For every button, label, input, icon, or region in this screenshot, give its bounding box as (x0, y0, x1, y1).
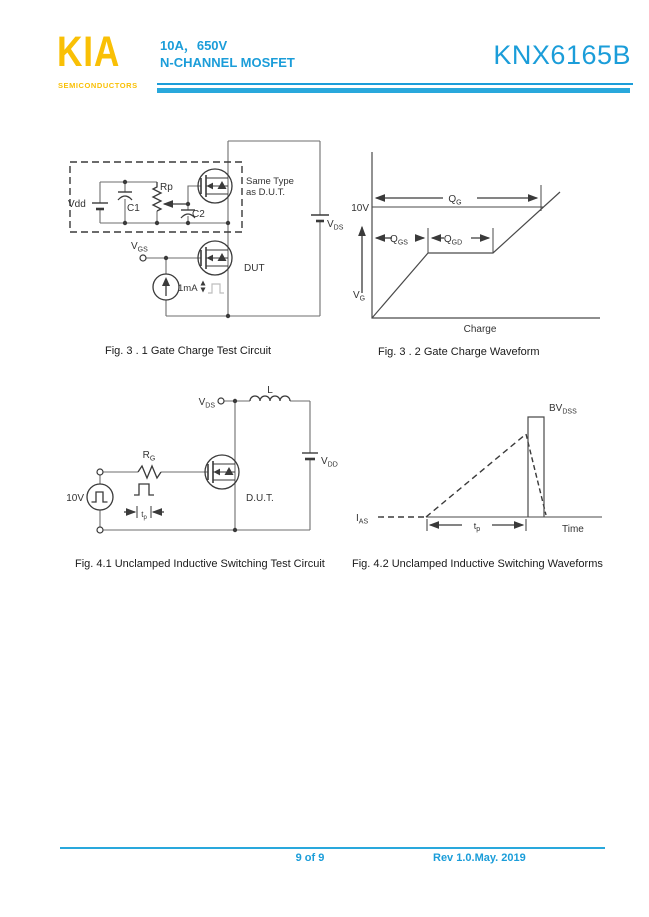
vdd-label: Vdd (68, 199, 86, 210)
part-number: KNX6165B (493, 40, 631, 70)
pulse-generator-icon (87, 484, 113, 510)
vds-terminal-label: $V_{DS}$ (198, 397, 215, 410)
vgs-terminal (140, 255, 146, 261)
bvdss-label: $BV_{DSS}$ (549, 403, 577, 416)
device-rating: 10A，650V (160, 38, 228, 53)
kia-logo-subtitle: SEMICONDUCTORS (58, 81, 138, 90)
bvdss-voltage-pulse (528, 417, 544, 517)
c2-label: C2 (192, 209, 205, 220)
current-label: 1mA (178, 283, 198, 294)
dut-mosfet-icon (198, 241, 232, 275)
page-number: 9 of 9 (295, 852, 325, 864)
gate-pulse-icon (124, 484, 164, 518)
driver-mosfet-icon (198, 169, 232, 203)
qgd-label: $Q_{GD}$ (443, 234, 463, 247)
fig31-caption: Fig. 3 . 1 Gate Charge Test Circuit (105, 345, 272, 357)
gate-voltage-curve (372, 192, 560, 318)
vgs-label: $V_{GS}$ (131, 241, 148, 254)
footer-rule (60, 847, 605, 849)
pulse-amplitude-label: 10V (66, 493, 84, 504)
same-type-label-1: Same Type (246, 176, 294, 187)
fig42-caption: Fig. 4.2 Unclamped Inductive Switching Waveforms (352, 558, 603, 570)
rp-label: Rp (160, 182, 173, 193)
vg-label: $V_G$ (353, 290, 366, 303)
fig32-axes (372, 152, 600, 318)
device-type: N-CHANNEL MOSFET (160, 55, 295, 70)
charge-axis-label: Charge (463, 324, 497, 335)
fig31-wires (100, 141, 320, 316)
vds-label: $V_{DS}$ (327, 219, 344, 232)
gate-charge-waveform-figure (345, 145, 610, 340)
qg-label: $Q_G$ (448, 194, 462, 207)
vds-terminal (218, 398, 224, 404)
current-pulse-icon (201, 281, 225, 294)
uis-waveforms-figure (350, 395, 630, 545)
kia-logo: KIA (57, 28, 121, 76)
revision-label: Rev 1.0.May. 2019 (433, 852, 526, 864)
same-type-label-2: as D.U.T. (246, 187, 286, 198)
tp-label-2: $t_p$ (473, 521, 481, 533)
header-rule-thin (157, 83, 633, 85)
ten-volt-label: 10V (351, 203, 369, 214)
fig32-caption: Fig. 3 . 2 Gate Charge Waveform (378, 346, 540, 358)
dut-mosfet-icon-2 (205, 455, 239, 489)
current-source-icon (153, 274, 179, 300)
dut-label-2: D.U.T. (246, 493, 274, 504)
ias-current-curve (378, 434, 546, 517)
ground-terminal (97, 527, 103, 533)
ias-label: $I_{AS}$ (356, 513, 369, 526)
dut-label: DUT (244, 263, 265, 274)
gate-resistor-icon (138, 466, 161, 478)
c1-capacitor-icon (118, 192, 132, 200)
inductor-label: L (267, 385, 273, 396)
tp-label: $t_p$ (141, 510, 147, 521)
gate-charge-test-circuit-figure (60, 130, 350, 335)
c1-label: C1 (127, 203, 140, 214)
header-rule-thick (157, 88, 630, 93)
uis-test-circuit-figure (60, 385, 350, 550)
vdd-battery-icon-2 (302, 453, 318, 459)
qgs-label: $Q_{GS}$ (390, 234, 408, 247)
vdd-label-2: $V_{DD}$ (321, 456, 338, 469)
gate-resistor-label: $R_G$ (142, 450, 156, 463)
fig41-caption: Fig. 4.1 Unclamped Inductive Switching Test Circuit (75, 558, 325, 570)
vdd-battery-icon (92, 203, 108, 209)
inductor-icon (250, 396, 290, 401)
time-label: Time (562, 524, 584, 535)
fig41-wires (100, 401, 310, 530)
gate-input-terminal (97, 469, 103, 475)
